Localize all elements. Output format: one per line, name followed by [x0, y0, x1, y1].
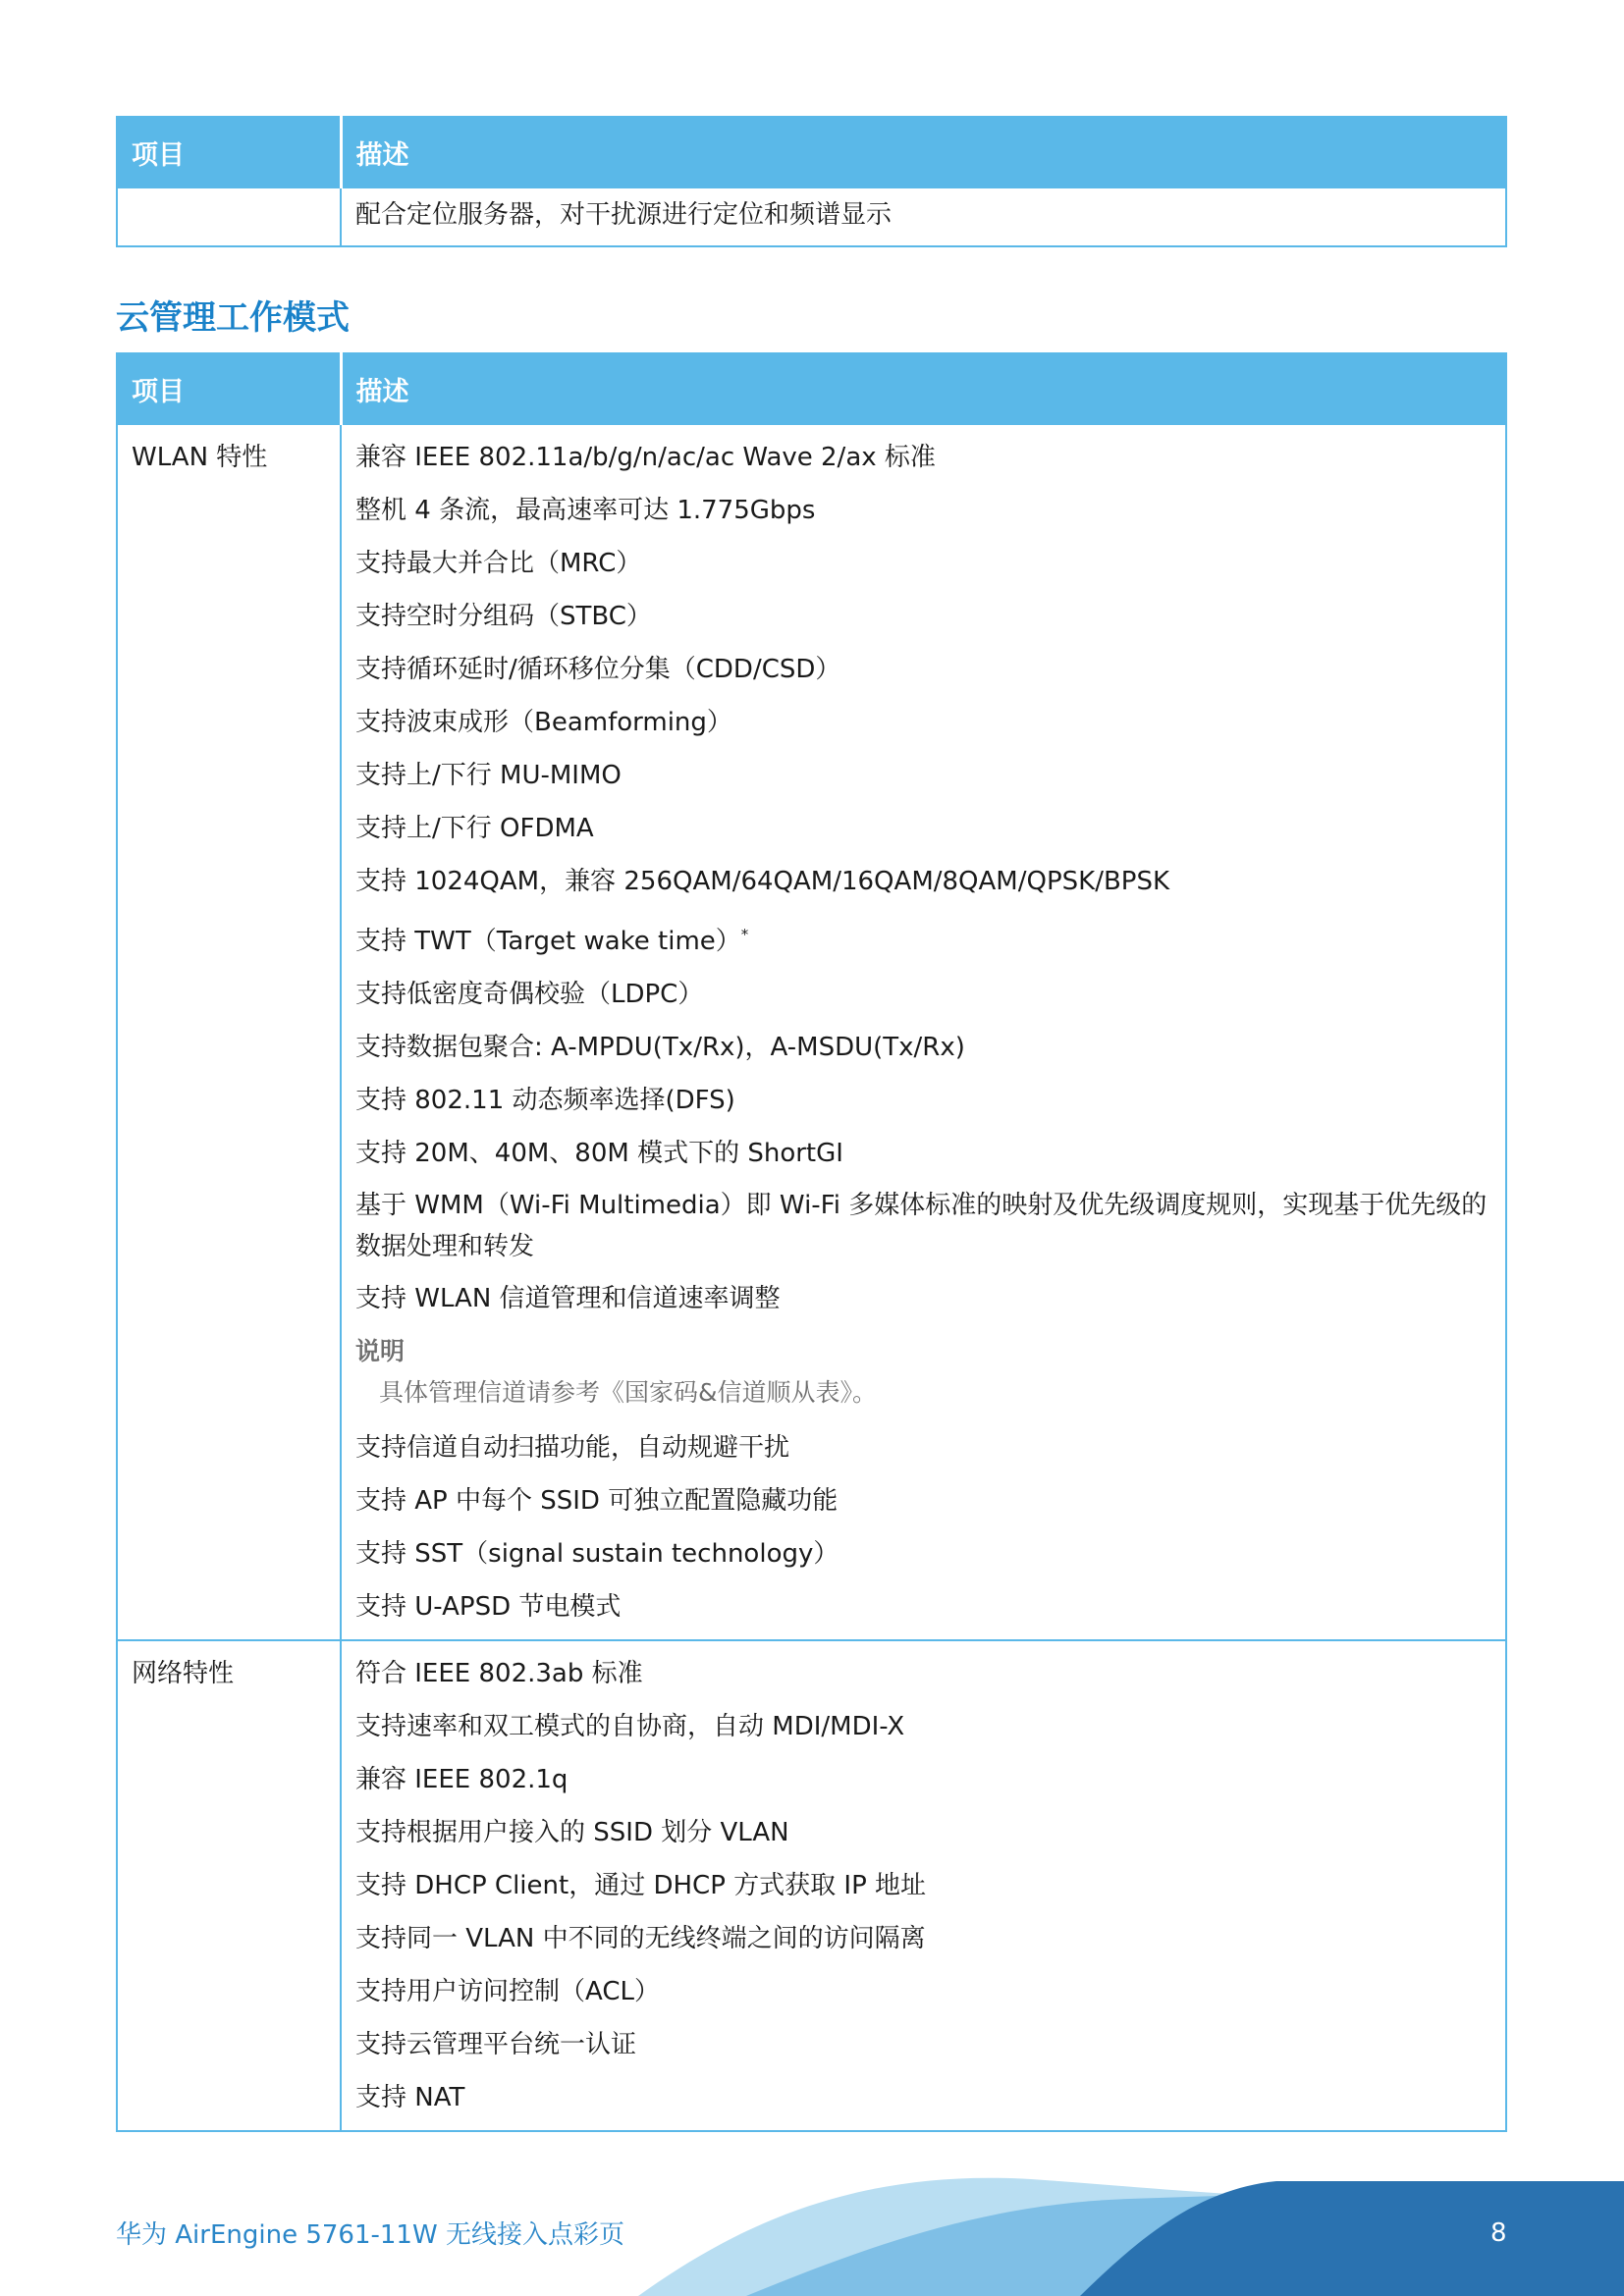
table-row-wlan	[117, 424, 1506, 1640]
desc-line: 兼容 IEEE 802.1q	[355, 1765, 568, 1794]
header-item: 项目	[117, 353, 341, 424]
row-desc	[341, 1640, 1506, 2131]
row-label-text: WLAN 特性	[132, 443, 268, 472]
desc-line: 支持循环延时/循环移位分集（CDD/CSD）	[355, 655, 841, 684]
note-body: 具体管理信道请参考《国家码&信道顺从表》。	[379, 1378, 877, 1407]
desc-line: 符合 IEEE 802.3ab 标准	[355, 1659, 643, 1688]
table-header-row	[117, 353, 1506, 424]
desc-line: 支持最大并合比（MRC）	[355, 549, 642, 578]
desc-line: 支持 1024QAM，兼容 256QAM/64QAM/16QAM/8QAM/QPSK/BPSK	[355, 867, 1170, 896]
desc-line: 支持上/下行 MU-MIMO	[355, 761, 622, 790]
desc-line: 支持 AP 中每个 SSID 可独立配置隐藏功能	[355, 1486, 839, 1516]
desc-line: 支持数据包聚合: A-MPDU(Tx/Rx)，A-MSDU(Tx/Rx)	[355, 1033, 965, 1062]
footer-doc-title: 华为 AirEngine 5761-11W 无线接入点彩页	[116, 2220, 624, 2250]
desc-line: 基于 WMM（Wi-Fi Multimedia）即 Wi-Fi 多媒体标准的映射及优先级调度规则，实现基于优先级的数据处理和转发	[355, 1191, 1488, 1261]
desc-line: 支持根据用户接入的 SSID 划分 VLAN	[355, 1818, 789, 1847]
cloud-mode-spec-table	[116, 352, 1507, 2132]
row-label-text: 网络特性	[132, 1659, 235, 1688]
desc-line: 支持 NAT	[355, 2083, 465, 2112]
desc-line: 支持低密度奇偶校验（LDPC）	[355, 980, 704, 1009]
desc-line: 支持云管理平台统一认证	[355, 2030, 637, 2059]
desc-line: 支持上/下行 OFDMA	[355, 814, 594, 843]
desc-line: 支持 SST（signal sustain technology）	[355, 1539, 839, 1569]
row-label	[117, 1640, 341, 2131]
section-title: 云管理工作模式	[116, 298, 350, 338]
footnote-mark: *	[740, 926, 749, 943]
desc-line: 支持同一 VLAN 中不同的无线终端之间的访问隔离	[355, 1924, 926, 1953]
desc-line: 支持 802.11 动态频率选择(DFS)	[355, 1086, 735, 1115]
page-number: 8	[1490, 2218, 1507, 2248]
desc-line: 支持 WLAN 信道管理和信道速率调整	[355, 1284, 781, 1313]
note-title: 说明	[355, 1337, 406, 1365]
desc-line: 整机 4 条流，最高速率可达 1.775Gbps	[355, 496, 816, 525]
desc-line: 支持波束成形（Beamforming）	[355, 708, 732, 737]
table-row	[117, 187, 1506, 246]
desc-line-twt	[355, 908, 1491, 968]
row-label	[117, 424, 341, 1640]
header-item: 项目	[117, 117, 341, 187]
header-desc: 描述	[341, 353, 1506, 424]
desc-line: 支持速率和双工模式的自协商，自动 MDI/MDI-X	[355, 1712, 905, 1741]
desc-line: 兼容 IEEE 802.11a/b/g/n/ac/ac Wave 2/ax 标准	[355, 443, 936, 472]
row-label-empty	[117, 187, 341, 246]
table-row-network	[117, 1640, 1506, 2131]
desc-line: 支持空时分组码（STBC）	[355, 602, 652, 631]
row-desc	[341, 424, 1506, 1640]
desc-text: 支持 TWT（Target wake time）	[355, 927, 741, 956]
table-header-row	[117, 117, 1506, 187]
desc-line: 配合定位服务器，对干扰源进行定位和频谱显示	[355, 200, 893, 230]
desc-line: 支持 U-APSD 节电模式	[355, 1592, 622, 1622]
desc-line: 支持 DHCP Client，通过 DHCP 方式获取 IP 地址	[355, 1871, 927, 1900]
desc-line: 支持信道自动扫描功能，自动规避干扰	[355, 1433, 790, 1463]
row-desc	[341, 187, 1506, 246]
desc-line: 支持用户访问控制（ACL）	[355, 1977, 660, 2006]
continued-spec-table	[116, 116, 1507, 247]
desc-line: 支持 20M、40M、80M 模式下的 ShortGI	[355, 1139, 843, 1168]
header-desc: 描述	[341, 117, 1506, 187]
